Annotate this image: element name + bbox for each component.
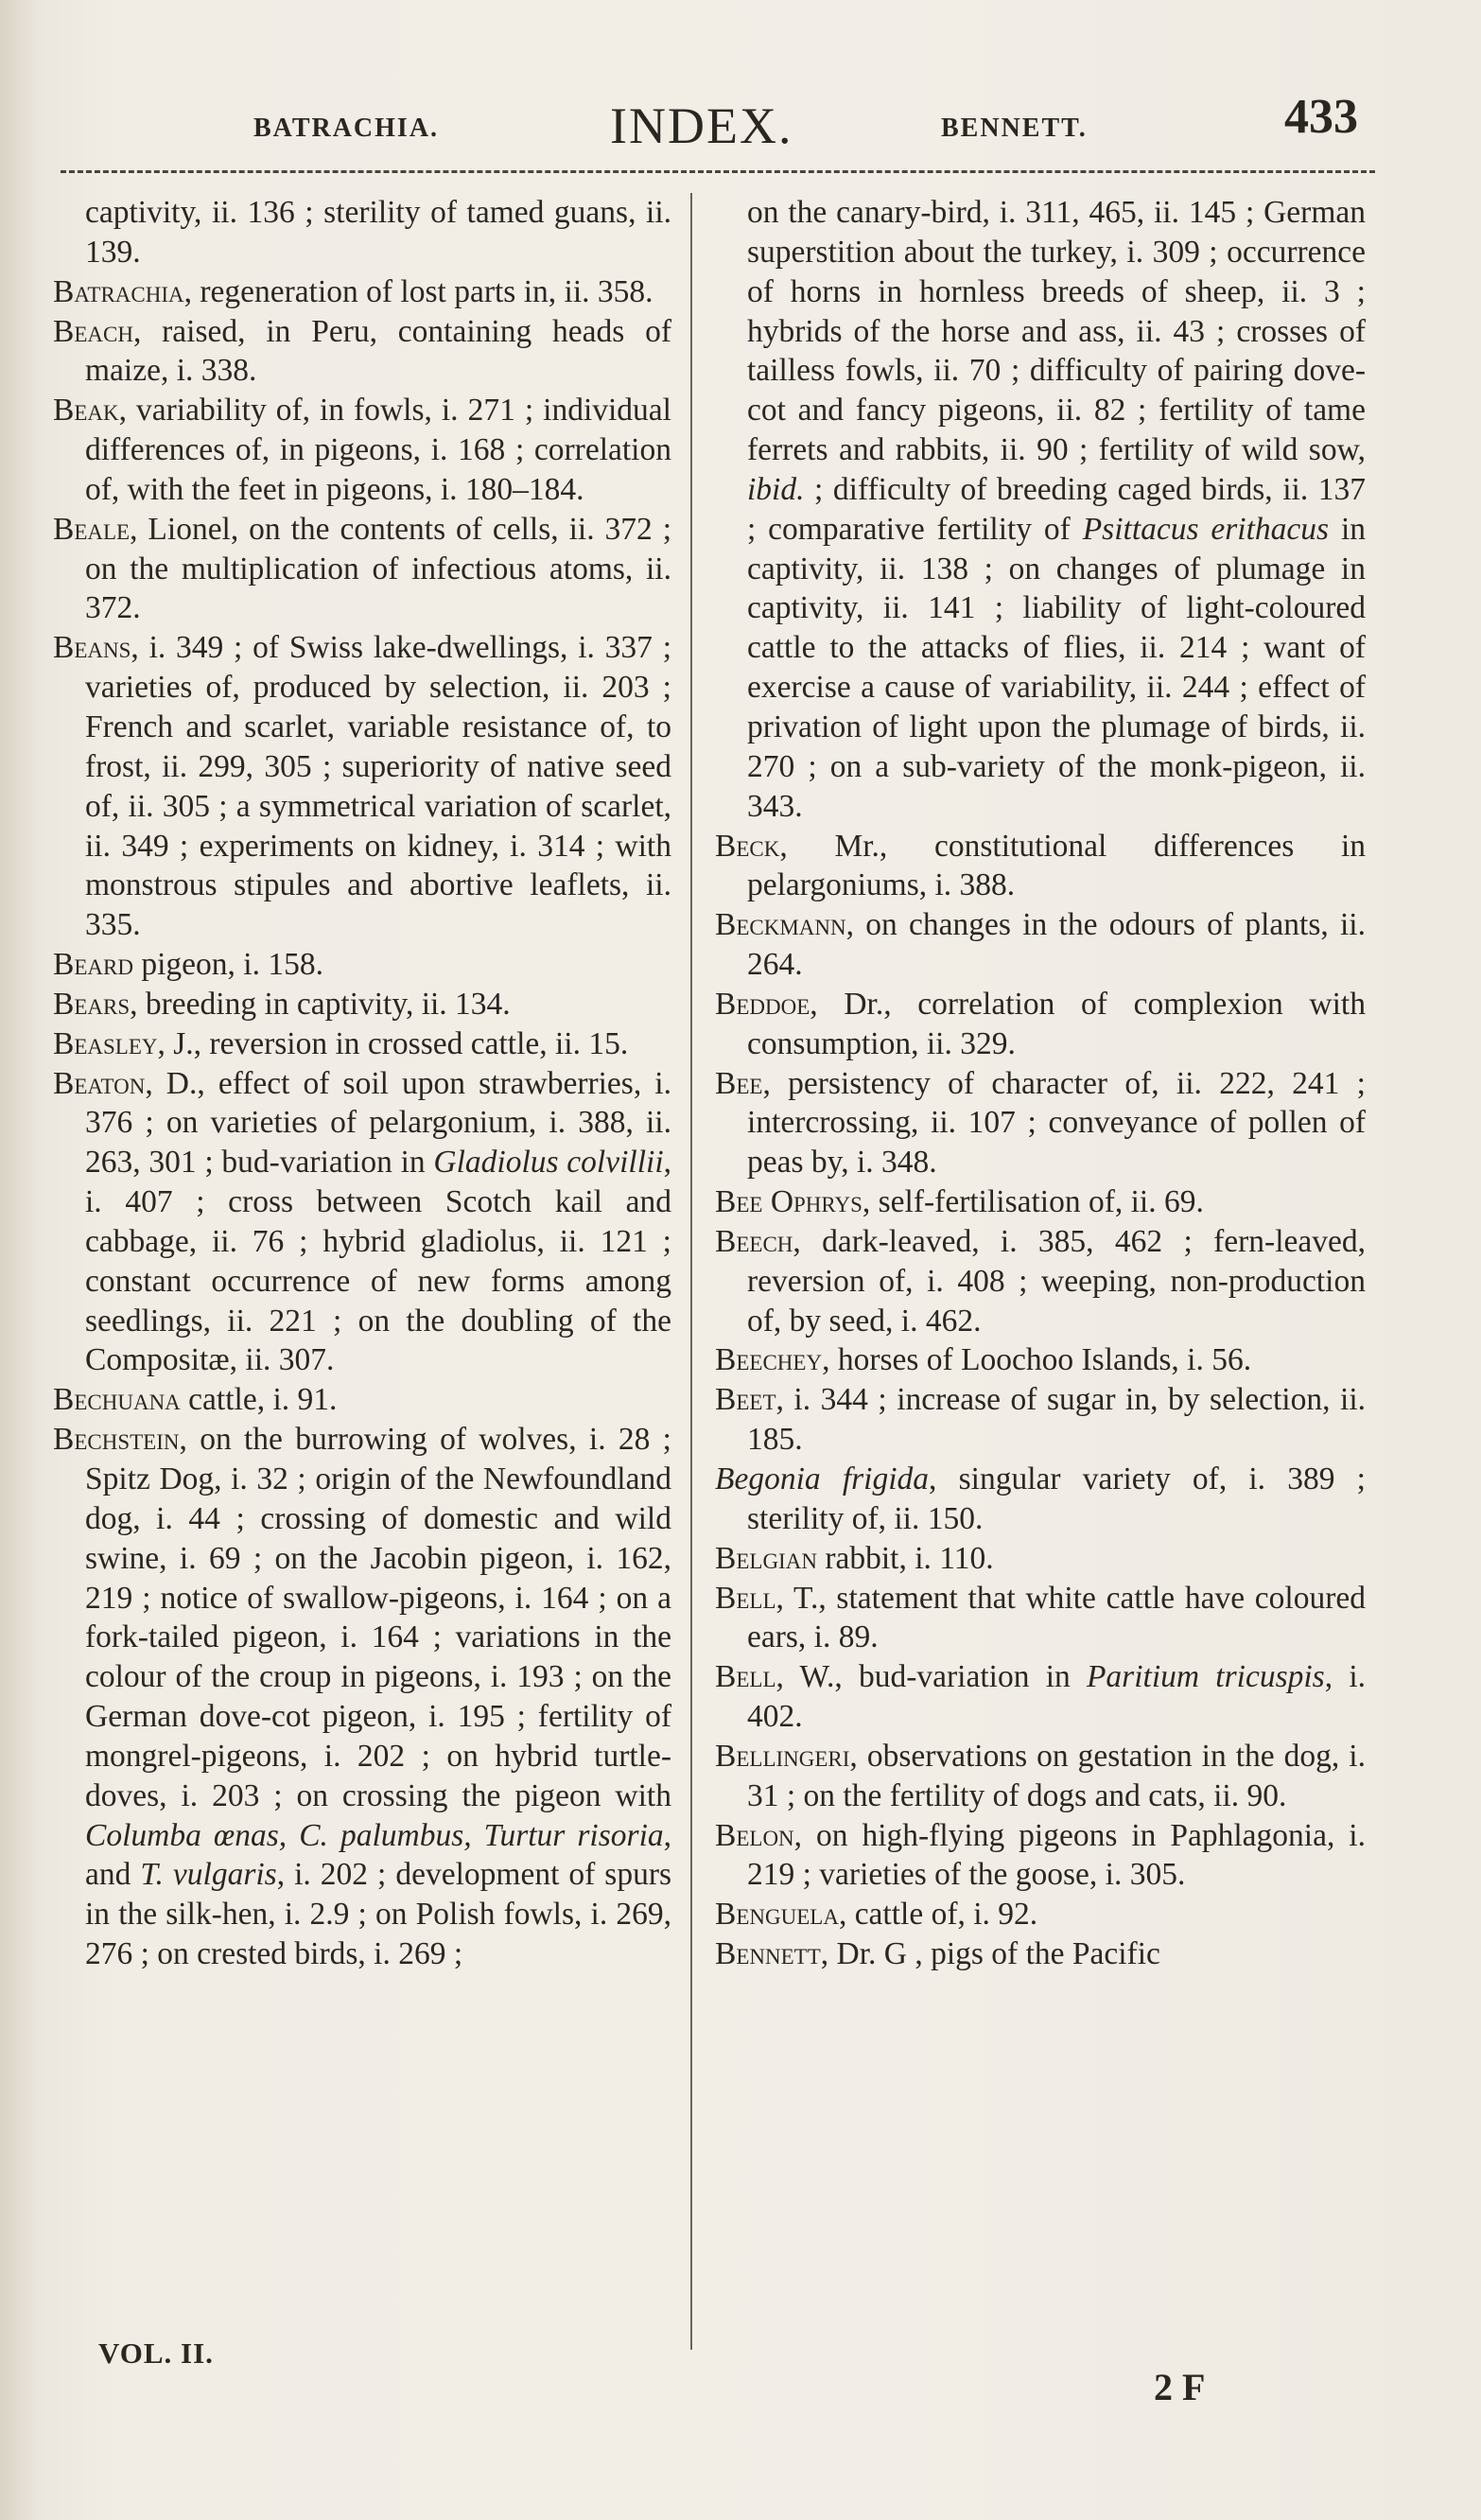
index-entry: [715, 193, 1366, 827]
header-title: INDEX.: [610, 97, 793, 154]
entry-italic-text: ibid.: [747, 471, 805, 507]
entry-headword: Beach: [53, 313, 133, 349]
entry-text: , W., bud-variation in: [775, 1659, 1087, 1695]
index-entry: [715, 1222, 1366, 1341]
entry-text: , breeding in captivity, ii. 134.: [130, 986, 511, 1022]
index-entry: [53, 1420, 671, 1974]
index-entry: [715, 1460, 1366, 1539]
entry-italic-text: Paritium tricuspis: [1086, 1659, 1325, 1695]
entry-text: , i. 407 ; cross between Scotch kail and cabbage, ii. 76 ; hybrid gladiolus, ii. 121 ; constant occurrence of new forms among seedlings, ii. 221 ; on the doubling of the Compositæ, ii. 307.: [85, 1145, 672, 1378]
entry-text: cattle, i. 91.: [180, 1382, 338, 1418]
entry-italic-text: Columba œnas, C. palumbus, Turtur risoria: [85, 1817, 664, 1853]
entry-text: on the canary-bird, i. 311, 465, ii. 145 ; German superstition about the turkey, i. 309 ; occurrence of horns in hornless breeds of sheep, ii. 3 ; hybrids of the horse and ass, ii. 43 ; crosses of tailless fowls, ii. 70 ; difficulty of pairing dove-cot and fancy pigeons, ii. 82 ; fertility of tame ferrets and rabbits, ii. 90 ; fertility of wild sow,: [747, 195, 1366, 468]
entry-headword: Bechstein: [53, 1422, 180, 1458]
index-entry: [53, 312, 671, 392]
index-entry: [715, 1340, 1366, 1380]
entry-headword: Beasley: [53, 1025, 158, 1061]
entry-text: , J., reversion in crossed cattle, ii. 15.: [157, 1025, 629, 1061]
index-entry: [53, 1064, 671, 1381]
index-entry: [53, 391, 671, 510]
entry-text: , variability of, in fowls, i. 271 ; individual differences of, in pigeons, i. 168 ; correlation of, with the feet in pigeons, i. 180–184.: [85, 393, 671, 507]
page-number: 433: [1284, 90, 1358, 144]
entry-text: , Dr. G , pigs of the Pacific: [820, 1936, 1160, 1972]
header-last-entry: BENNETT.: [941, 114, 1088, 143]
entry-text: captivity, ii. 136 ; sterility of tamed guans, ii. 139.: [85, 195, 671, 270]
entry-headword: Beck: [715, 828, 780, 864]
entry-headword: Belgian: [715, 1540, 817, 1576]
index-entry: [715, 905, 1366, 985]
index-entry: [715, 1579, 1366, 1658]
index-entry: [715, 1539, 1366, 1579]
entry-text: , T., statement that white cattle have coloured ears, i. 89.: [747, 1580, 1366, 1655]
entry-headword: Beechey: [715, 1342, 823, 1378]
header-rule: [61, 170, 1375, 173]
entry-text: , persistency of character of, ii. 222, 241 ; intercrossing, ii. 107 ; conveyance of pollen of peas by, i. 348.: [747, 1065, 1366, 1181]
entry-text: , Mr., constitutional differences in pelargoniums, i. 388.: [747, 828, 1366, 903]
entry-headword: Beet: [715, 1382, 776, 1418]
entry-text: , i. 202 ; development of spurs in the silk-hen, i. 2.9 ; on Polish fowls, i. 269, 276 ; on crested birds, i. 269 ;: [85, 1857, 672, 1972]
entry-headword: Begonia frigida: [715, 1461, 930, 1496]
running-header: [0, 83, 1481, 159]
index-entry: [715, 985, 1366, 1064]
entry-text: , on changes in the odours of plants, ii. 264.: [747, 907, 1366, 983]
entry-text: , D., effect of soil upon strawberries, i. 376 ; on varieties of pelargonium, i. 388, ii. 263, 301 ; bud-variation in: [85, 1065, 671, 1181]
entry-headword: Bears: [53, 986, 131, 1022]
volume-label: VOL. II.: [98, 2336, 214, 2370]
entry-text: in captivity, ii. 138 ; on changes of plumage in captivity, ii. 141 ; liability of light-coloured cattle to the attacks of flies, ii. 214 ; want of exercise a cause of variability, ii. 244 ; effect of privation of light upon the plumage of birds, ii. 270 ; on a sub-variety of the monk-pigeon, ii. 343.: [747, 511, 1367, 824]
entry-text: , on high-flying pigeons in Paphlagonia, i. 219 ; varieties of the goose, i. 305.: [747, 1817, 1366, 1893]
entry-headword: Bechuana: [53, 1382, 181, 1418]
entry-text: , singular variety of, i. 389 ; sterility of, ii. 150.: [747, 1461, 1366, 1536]
index-entry: [53, 272, 671, 312]
page-gutter-shadow: [0, 0, 38, 2520]
entry-text: , i. 402.: [747, 1659, 1366, 1735]
entry-headword: Beard: [53, 947, 133, 983]
index-entry: [715, 827, 1366, 906]
entry-text: , on the burrowing of wolves, i. 28 ; Spitz Dog, i. 32 ; origin of the Newfoundland dog, i. 44 ; crossing of domestic and wild swine, i. 69 ; on the Jacobin pigeon, i. 162, 219 ; notice of swallow-pigeons, i. 164 ; on a fork-tailed pigeon, i. 164 ; variations in the colour of the croup in pigeons, i. 193 ; on the German dove-cot pigeon, i. 195 ; fertility of mongrel-pigeons, i. 202 ; on hybrid turtle-doves, i. 203 ; on crossing the pigeon with: [85, 1422, 671, 1813]
entry-text: , and: [85, 1817, 671, 1893]
index-entry: [715, 1816, 1366, 1896]
entry-text: , dark-leaved, i. 385, 462 ; fern-leaved, reversion of, i. 408 ; weeping, non-production of, by seed, i. 462.: [747, 1223, 1366, 1339]
entry-text: pigeon, i. 158.: [132, 947, 323, 983]
entry-text: , i. 349 ; of Swiss lake-dwellings, i. 337 ; varieties of, produced by selection, ii. 203 ; French and scarlet, variable resistance of, to frost, ii. 299, 305 ; superiority of native seed of, ii. 305 ; a symmetrical variation of scarlet, ii. 349 ; experiments on kidney, i. 314 ; with monstrous stipules and abortive leaflets, ii. 335.: [85, 630, 671, 943]
index-entry: [715, 1657, 1366, 1737]
entry-headword: Bellingeri: [715, 1738, 850, 1774]
entry-italic-text: Psittacus erithacus: [1082, 511, 1330, 547]
entry-text: , Lionel, on the contents of cells, ii. 372 ; on the multiplication of infectious atoms, ii. 372.: [85, 511, 671, 626]
entry-text: , raised, in Peru, containing heads of maize, i. 338.: [85, 313, 671, 389]
entry-headword: Benguela: [715, 1897, 839, 1933]
index-entry: [715, 1182, 1366, 1222]
entry-headword: Beak: [53, 393, 119, 429]
entry-headword: Beddoe: [715, 986, 810, 1022]
entry-headword: Beaton: [53, 1065, 146, 1101]
index-column-right: [715, 193, 1366, 1974]
entry-headword: Bennett: [715, 1936, 821, 1972]
entry-headword: Bee: [715, 1065, 763, 1101]
column-divider: [690, 193, 692, 2350]
index-entry: [715, 1934, 1366, 1974]
entry-headword: Bee Ophrys: [715, 1184, 862, 1220]
entry-text: , horses of Loochoo Islands, i. 56.: [822, 1342, 1252, 1378]
entry-italic-text: T. vulgaris: [140, 1857, 277, 1893]
entry-text: rabbit, i. 110.: [816, 1540, 994, 1576]
entry-text: ; difficulty of breeding caged birds, ii. 137 ; comparative fertility of: [747, 471, 1366, 547]
entry-headword: Belon: [715, 1817, 794, 1853]
index-entry: [53, 985, 671, 1024]
entry-text: , regeneration of lost parts in, ii. 358.: [183, 273, 653, 309]
signature-mark: 2 F: [1154, 2366, 1206, 2408]
entry-text: , i. 344 ; increase of sugar in, by selection, ii. 185.: [747, 1382, 1366, 1458]
entry-headword: Bell: [715, 1659, 776, 1695]
entry-headword: Beech: [715, 1223, 793, 1259]
index-entry: [53, 193, 671, 272]
header-first-entry: BATRACHIA.: [253, 114, 440, 143]
entry-headword: Beans: [53, 630, 131, 666]
entry-text: , observations on gestation in the dog, i. 31 ; on the fertility of dogs and cats, ii. 90.: [747, 1738, 1366, 1813]
entry-headword: Beale: [53, 511, 131, 547]
entry-italic-text: Gladiolus colvillii: [433, 1145, 664, 1181]
entry-text: , Dr., correlation of complexion with consumption, ii. 329.: [747, 986, 1366, 1061]
entry-text: , self-fertilisation of, ii. 69.: [862, 1184, 1204, 1220]
index-entry: [715, 1380, 1366, 1460]
index-entry: [53, 628, 671, 945]
index-entry: [715, 1895, 1366, 1934]
index-entry: [53, 1380, 671, 1420]
entry-headword: Beckmann: [715, 907, 846, 943]
index-entry: [715, 1737, 1366, 1816]
index-entry: [715, 1064, 1366, 1183]
entry-headword: Bell: [715, 1580, 776, 1616]
index-entry: [53, 510, 671, 629]
index-entry: [53, 945, 671, 985]
index-column-left: [53, 193, 671, 1974]
entry-headword: Batrachia: [53, 273, 184, 309]
entry-text: , cattle of, i. 92.: [838, 1897, 1038, 1933]
index-entry: [53, 1024, 671, 1064]
